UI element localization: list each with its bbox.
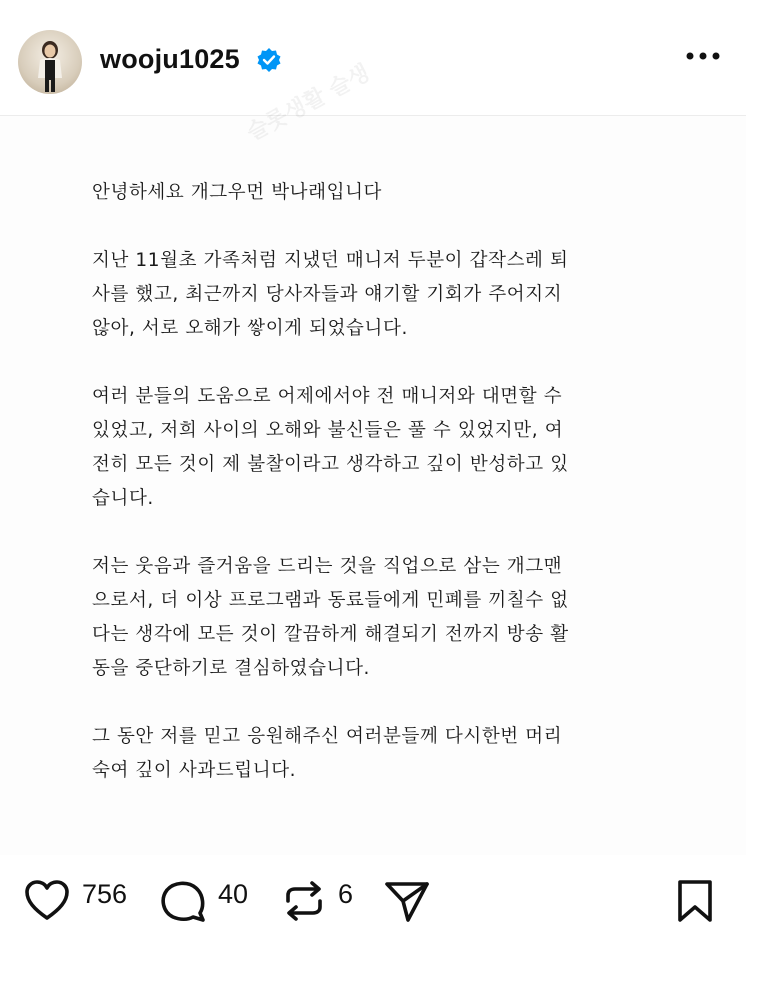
like-count[interactable]: 756: [82, 879, 128, 909]
repost-count[interactable]: 6: [338, 879, 354, 909]
statement-text: [92, 176, 662, 788]
repost-icon[interactable]: [282, 879, 326, 923]
comment-bubble-icon[interactable]: [160, 879, 206, 923]
paragraph-3: 저는 웃음과 즐거움을 드리는 것을 직업으로 삼는 개그맨 으로서, 더 이상 프로그램과 동료들에게 민폐를 끼칠수 없 다는 생각에 모든 것이 깔끔하게 해결되기 전까지 방송 활 동을 중단하기로 결심하였습니다.: [92, 556, 569, 679]
verified-badge-icon: [256, 47, 282, 73]
bookmark-icon[interactable]: [676, 879, 714, 923]
more-horizontal-icon[interactable]: [686, 50, 720, 62]
send-icon[interactable]: [384, 879, 430, 923]
paragraph-1: 지난 11월초 가족처럼 지냈던 매니저 두분이 갑작스레 퇴 사를 했고, 최근까지 당사자들과 얘기할 기회가 주어지지 않아, 서로 오해가 쌓이게 되었습니다.: [92, 250, 569, 339]
username[interactable]: wooju1025: [100, 44, 240, 74]
avatar[interactable]: [18, 30, 82, 94]
comment-count[interactable]: 40: [218, 879, 249, 909]
heart-icon[interactable]: [24, 879, 70, 921]
action-bar: [0, 855, 762, 988]
post-header: [0, 0, 762, 115]
post-image: [0, 115, 746, 856]
paragraph-2: 여러 분들의 도움으로 어제에서야 전 매니저와 대면할 수 있었고, 저희 사이의 오해와 불신들은 풀 수 있었지만, 여 전히 모든 것이 제 불찰이라고 생각하고 깊이 반성하고 있 습니다.: [92, 386, 569, 509]
paragraph-4: 그 동안 저를 믿고 응원해주신 여러분들께 다시한번 머리 숙여 깊이 사과드립니다.: [92, 726, 563, 781]
greeting-text: 안녕하세요 개그우먼 박나래입니다: [92, 182, 383, 203]
